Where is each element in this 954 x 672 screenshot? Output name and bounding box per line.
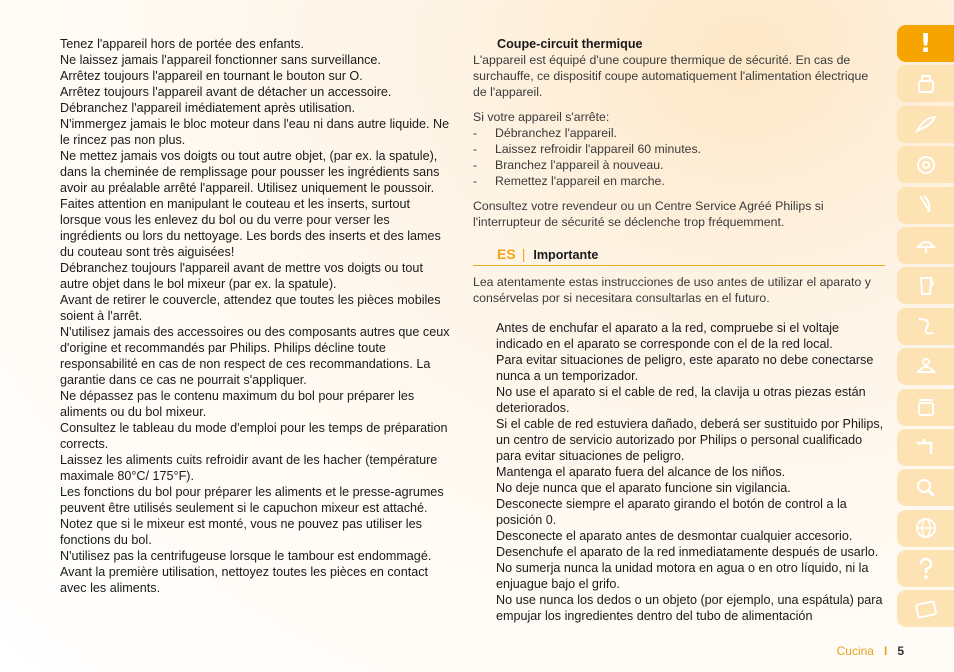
disc-icon	[913, 152, 939, 178]
tab-appliance[interactable]	[897, 65, 954, 102]
tab-chopper[interactable]	[897, 389, 954, 426]
thermal-steps	[473, 125, 885, 189]
tab-question[interactable]	[897, 550, 954, 587]
list-item: Faites attention en manipulant le couteau et les inserts, surtout lorsque vous les enlevez du bol ou du verre pour verser les ingrédients ou lors du nettoyage. Les bords des inserts et des lames du couteau sont très aiguisées!	[60, 197, 441, 259]
list-item: - Branchez l'appareil à nouveau.	[473, 158, 664, 172]
list-item: Tenez l'appareil hors de portée des enfants.	[60, 37, 304, 51]
thermal-stop-intro: Si votre appareil s'arrête:	[473, 110, 610, 124]
exclamation-icon: !	[919, 28, 932, 59]
page-footer	[837, 644, 904, 658]
list-item: Consultez le tableau du mode d'emploi pour les temps de préparation corrects.	[60, 421, 448, 451]
list-item: Desenchufe el aparato de la red inmediatamente después de usarlo.	[496, 545, 879, 559]
globe-icon	[913, 515, 939, 541]
list-item: Desconecte el aparato antes de desmontar cualquier accesorio.	[496, 529, 853, 543]
left-column	[60, 36, 450, 596]
list-item: Arrêtez toujours l'appareil avant de détacher un accessoire.	[60, 85, 392, 99]
chopper-icon	[913, 394, 939, 420]
list-item: Ne mettez jamais vos doigts ou tout autre objet, (par ex. la spatule), dans la cheminée de remplissage pour pousser les ingrédients sans avoir au préalable arrêté l'appareil. Utilisez uniquement le poussoir.	[60, 149, 440, 195]
list-item: Débranchez toujours l'appareil avant de mettre vos doigts ou tout autre objet dans le bol mixeur (par ex. la spatule).	[60, 261, 423, 291]
question-icon	[913, 556, 939, 582]
es-list	[496, 320, 885, 624]
tab-jug[interactable]	[897, 267, 954, 304]
list-item: Les fonctions du bol pour préparer les aliments et le presse-agrumes peuvent être utilisés seulement si le capuchon mixeur est attaché.	[60, 485, 444, 515]
tab-spatula[interactable]	[897, 106, 954, 143]
thermal-cutout-title: Coupe-circuit thermique	[497, 37, 643, 51]
tab-whisk[interactable]	[897, 187, 954, 224]
tab-globe[interactable]	[897, 510, 954, 547]
footer-separator: I	[883, 644, 888, 658]
tap-icon	[913, 434, 939, 460]
list-item: Débranchez l'appareil imédiatement après utilisation.	[60, 101, 356, 115]
section-tab-bar	[897, 25, 954, 631]
tab-disc[interactable]	[897, 146, 954, 183]
list-item: N'utilisez jamais des accessoires ou des composants autres que ceux d'origine et recommandés par Philips. Philips décline toute responsabilité en cas de non respect de ces recommandations. La garantie dans ce cas ne pourrait s'appliquer.	[60, 325, 450, 387]
right-column	[473, 36, 885, 624]
appliance-icon	[913, 71, 939, 97]
list-item: Antes de enchufar el aparato a la red, compruebe si el voltaje indicado en el aparato se corresponde con el de la red local.	[496, 321, 840, 351]
list-item: Avant la première utilisation, nettoyez toutes les pièces en contact avec les aliments.	[60, 565, 428, 595]
card-icon	[913, 596, 939, 622]
list-item: Si el cable de red estuviera dañado, deberá ser sustituido por Philips, un centro de servicio autorizado por Philips o personal cualificado para evitar situaciones de peligro.	[496, 417, 884, 463]
list-item: No deje nunca que el aparato funcione sin vigilancia.	[496, 481, 791, 495]
tab-important[interactable]	[897, 25, 954, 62]
tab-card[interactable]	[897, 590, 954, 627]
hook-icon	[913, 313, 939, 339]
list-item: N'utilisez pas la centrifugeuse lorsque le tambour est endommagé.	[60, 549, 432, 563]
es-intro: Lea atentamente estas instrucciones de uso antes de utilizar el aparato y consérvelas por si necesitara consultarlas en el futuro.	[473, 275, 871, 305]
spatula-icon	[913, 111, 939, 137]
tab-dough[interactable]	[897, 348, 954, 385]
thermal-intro: L'appareil est équipé d'une coupure thermique de sécurité. En cas de surchauffe, ce dispositif coupe automatiquement l'alimentation électrique de l'appareil.	[473, 53, 869, 99]
thermal-consult: Consultez votre revendeur ou un Centre Service Agréé Philips si l'interrupteur de sécurité se déclenche trop fréquemment.	[473, 199, 824, 229]
tab-tap[interactable]	[897, 429, 954, 466]
tab-hook[interactable]	[897, 308, 954, 345]
list-item: - Débranchez l'appareil.	[473, 126, 617, 140]
page-number: 5	[897, 644, 904, 658]
list-item: Arrêtez toujours l'appareil en tournant le bouton sur O.	[60, 69, 363, 83]
list-item: Para evitar situaciones de peligro, este aparato no debe conectarse nunca a un temporizador.	[496, 353, 874, 383]
language-tag: ES	[497, 246, 516, 262]
heading-separator: |	[521, 246, 526, 262]
list-item: No use el aparato si el cable de red, la clavija u otras piezas están deteriorados.	[496, 385, 866, 415]
citrus-press-icon	[913, 232, 939, 258]
list-item: Ne dépassez pas le contenu maximum du bol pour préparer les aliments ou du bol mixeur.	[60, 389, 415, 419]
whisk-icon	[913, 192, 939, 218]
list-item: No sumerja nunca la unidad motora en agua o en otro líquido, ni la enjuague bajo el grifo.	[496, 561, 869, 591]
list-item: Laissez les aliments cuits refroidir avant de les hacher (température maximale 80°C/ 175°F).	[60, 453, 438, 483]
magnifier-icon	[913, 475, 939, 501]
tab-magnifier[interactable]	[897, 469, 954, 506]
list-item: Notez que si le mixeur est monté, vous ne pouvez pas utiliser les fonctions du bol.	[60, 517, 422, 547]
list-item: - Laissez refroidir l'appareil 60 minutes.	[473, 142, 702, 156]
es-section-heading	[473, 246, 885, 266]
list-item: Mantenga el aparato fuera del alcance de los niños.	[496, 465, 786, 479]
tab-citrus-press[interactable]	[897, 227, 954, 264]
list-item: Ne laissez jamais l'appareil fonctionner sans surveillance.	[60, 53, 381, 67]
es-title: Importante	[533, 248, 599, 262]
list-item: No use nunca los dedos o un objeto (por ejemplo, una espátula) para empujar los ingredientes dentro del tubo de alimentación	[496, 593, 883, 623]
list-item: Desconecte siempre el aparato girando el botón de control a la posición 0.	[496, 497, 847, 527]
list-item: N'immergez jamais le bloc moteur dans l'eau ni dans autre liquide. Ne le rincez pas non plus.	[60, 117, 450, 147]
footer-section: Cucina	[836, 644, 874, 658]
list-item: - Remettez l'appareil en marche.	[473, 174, 665, 188]
jug-icon	[913, 273, 939, 299]
list-item: Avant de retirer le couvercle, attendez que toutes les pièces mobiles soient à l'arrêt.	[60, 293, 441, 323]
dough-icon	[913, 354, 939, 380]
